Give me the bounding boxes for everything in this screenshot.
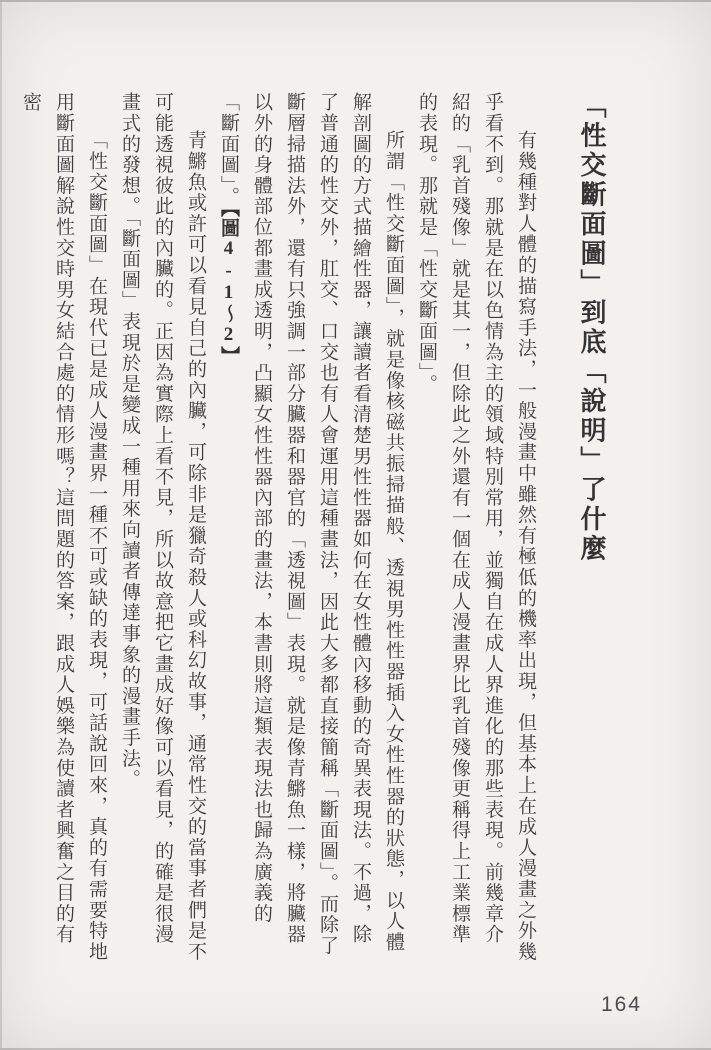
paragraph-2: [212, 92, 410, 964]
page-number: 164: [600, 993, 642, 1016]
paragraph-4: 「性交斷面圖」在現代已是成人漫畫界一種不可或缺的表現，可話說回來，真的有需要特地用斷面圖解說性交時男女結合處的情形嗎？這問題的答案，跟成人娛樂為使讀者興奮之目的有密: [20, 92, 107, 962]
paragraph-3: 青鱂魚或許可以看見自己的內臟，可除非是獵奇殺人或科幻故事，通常性交的當事者們是不可能透視彼此的內臟的。正因為實際上看不見，所以故意把它畫成好像可以看見，的確是很漫畫式的發想。「斷面圖」表現於是變成一種用來向讀者傳達事象的漫畫手法。: [119, 92, 206, 962]
paragraph-2-text: 所謂「性交斷面圖」，就是像核磁共振掃描般、透視男性性器插入女性性器的狀態，以人體解剖圖的方式描繪性器，讓讀者看清楚男性性器如何在女性體內移動的奇異表現法。不過，除了普通的性交外，肛交、口交也有人會運用這種畫法，因此大多都直接簡稱「斷面圖」。而除了斷層掃描法外，還有只強調一部分臟器和器官的「透視圖」表現。就是像青鱂魚一樣，將臟器以外的身體部位都畫成透明，凸顯女性性器內部的畫法，本書則將這類表現法也歸為廣義的「斷面圖」。: [218, 92, 404, 957]
page-title: 「性交斷面圖」到底「說明」了什麼: [577, 92, 607, 564]
figure-reference: 【圖4-1～2】: [218, 207, 239, 366]
vertical-text-block: [20, 92, 625, 964]
paragraph-1: 有幾種對人體的描寫手法，一般漫畫中雖然有極低的機率出現，但基本上在成人漫畫之外幾乎看不到。那就是在以色情為主的領域特別常用，並獨自在成人界進化的那些表現。前幾章介紹的「乳首殘像」就是其一，但除此之外還有一個在成人漫畫界比乳首殘像更稱得上工業標準的表現。那就是「性交斷面圖」。: [416, 92, 536, 962]
